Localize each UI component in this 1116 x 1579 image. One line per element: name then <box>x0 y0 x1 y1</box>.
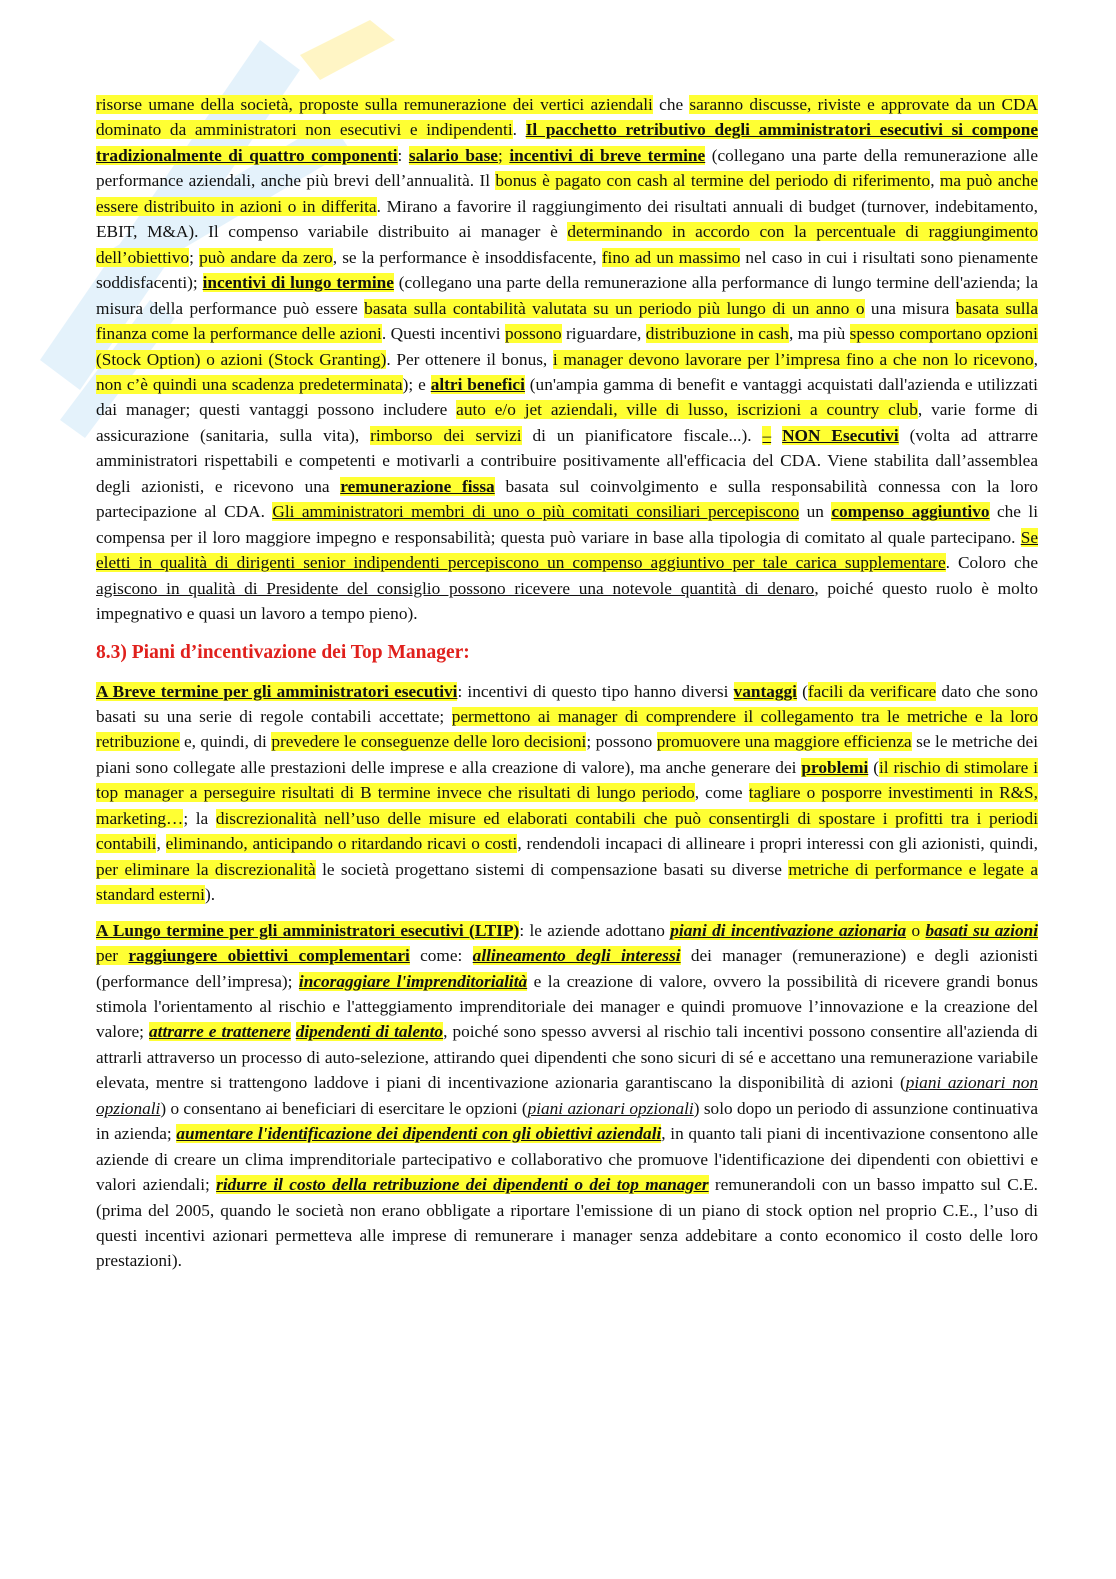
text-run: il rischio di stimolare i top manager a perseguire risultati di B termine invece che risultati di lungo periodo <box>96 757 1039 803</box>
text-run: rimborso dei servizi <box>370 425 522 445</box>
text-run <box>771 426 782 445</box>
text-run: prevedere le conseguenze delle loro decisioni <box>271 732 587 752</box>
text-run: come: <box>409 946 473 966</box>
text-run: Gli amministratori membri di uno o più comitati consiliari percepiscono <box>272 502 800 522</box>
text-run: , <box>156 834 166 854</box>
text-run: ) solo dopo un periodo di assunzione continuativa in azienda; <box>96 1098 1038 1144</box>
text-run: dei manager (remunerazione) e degli azionisti (performance dell’impresa); <box>96 946 1038 991</box>
text-run: ( <box>868 757 879 777</box>
text-run: basata sul coinvolgimento e sulla responsabilità connessa con la loro partecipazione al CDA. <box>96 476 1038 522</box>
text-run: ridurre il costo della retribuzione dei dipendenti o dei top manager <box>216 1175 709 1195</box>
text-run: determinando in accordo con la percentuale di raggiungimento dell’obiettivo <box>96 222 1038 267</box>
text-run: i manager devono lavorare per l’impresa fino a che non lo ricevono <box>552 349 1034 369</box>
section-heading: 8.3) Piani d’incentivazione dei Top Manager: <box>96 641 470 663</box>
text-run: ; <box>189 247 200 267</box>
text-run: dipendenti di talento <box>295 1022 444 1042</box>
text-run: piani azionari non opzionali <box>96 1073 1039 1118</box>
text-run: eliminando, anticipando o ritardando ricavi o costi <box>165 834 518 854</box>
paragraph-short-term-plans <box>96 679 1038 908</box>
text-run: , come <box>694 783 749 803</box>
text-run: ) o consentano ai beneficiari di esercitare le opzioni ( <box>160 1098 528 1118</box>
text-run: auto e/o jet aziendali, ville di lusso, iscrizioni a country club <box>456 400 918 420</box>
text-run: saranno discusse, riviste e approvate da un CDA dominato da amministratori non esecutivi e indipendenti <box>96 95 1039 140</box>
text-run: NON Esecutivi <box>782 425 899 445</box>
text-run: aumentare l'identificazione dei dipendenti con gli obiettivi aziendali <box>176 1124 662 1144</box>
text-run: che <box>652 95 690 114</box>
text-run: , se la performance è insoddisfacente, <box>332 247 602 267</box>
text-run: . Questi incentivi <box>381 324 505 344</box>
text-run: (collegano una parte della remunerazione alle performance aziendali, anche più brevi dell’annualità. Il <box>96 145 1039 191</box>
text-run: ma può anche essere distribuito in azioni o in differita <box>96 171 1038 216</box>
text-run: Il pacchetto retributivo degli amministratori esecutivi si compone tradizionalmente di quattro componenti <box>96 120 1039 165</box>
text-run: metriche di performance e legate a standard esterni <box>96 859 1038 905</box>
text-run: A Lungo termine per gli amministratori esecutivi (LTIP) <box>96 920 520 940</box>
text-run: ( <box>796 681 808 701</box>
text-run: basata sulla contabilità valutata su un periodo più lungo di un anno o <box>364 298 865 318</box>
text-run: raggiungere obiettivi complementari <box>128 946 410 966</box>
text-run: spesso comportano opzioni (Stock Option) o azioni (Stock Granting) <box>96 324 1038 369</box>
text-run: (volta ad attrarre amministratori rispettabili e competenti e motivarli a contribuire positivamente all'efficacia del CDA. Viene stabilita dall’assemblea degli azionisti, e ricevono una <box>96 425 1038 496</box>
text-run: ); e <box>402 374 431 394</box>
text-run: permettono ai manager di comprendere il collegamento tra le metriche e la loro retribuzione <box>96 706 1038 752</box>
text-run: facili da verificare <box>807 681 937 701</box>
text-run: incentivi di lungo termine <box>202 273 394 293</box>
text-run: salario base <box>408 145 498 165</box>
text-run: , ma più <box>788 324 850 344</box>
text-run: Se eletti in qualità di dirigenti senior indipendenti percepiscono un compenso aggiuntivo per tale carica supplementare <box>96 527 1038 573</box>
text-run: nel caso in cui i risultati sono pienamente soddisfacenti); <box>96 247 1038 293</box>
text-run: piani azionari opzionali <box>527 1098 694 1118</box>
text-run: fino ad un massimo <box>601 247 741 267</box>
text-run: per eliminare la discrezionalità <box>96 859 316 879</box>
text-run: ; <box>497 145 510 165</box>
text-run: problemi <box>801 757 869 777</box>
text-run: vantaggi <box>733 681 797 701</box>
text-run: bonus è pagato con cash al termine del periodo di riferimento <box>495 171 931 191</box>
text-run: promuovere una maggiore efficienza <box>656 732 912 752</box>
text-run: , in quanto tali piani di incentivazione consentono alle aziende di creare un clima imprenditoriale partecipativo e collaborativo che promuove l'identificazione dei dipendenti con obiettivi e valori aziendali; <box>96 1124 1038 1195</box>
text-run: : <box>397 145 409 165</box>
text-run: distribuzione in cash <box>645 324 789 344</box>
text-run: o <box>906 920 926 940</box>
text-run: ). <box>204 885 216 905</box>
text-run: allineamento degli interessi <box>472 946 681 966</box>
text-run: . <box>512 120 526 140</box>
text-run: . Per ottenere il bonus, <box>386 349 553 369</box>
text-run: una misura <box>864 298 956 318</box>
text-run: non c’è quindi una scadenza predeterminata <box>96 374 403 394</box>
text-run: remunerazione fissa <box>340 476 495 496</box>
paragraph-executive-compensation <box>96 92 1038 627</box>
text-run: per <box>96 946 129 966</box>
text-run: – <box>762 425 772 445</box>
text-run: compenso aggiuntivo <box>831 502 990 522</box>
text-run: che li compensa per il loro maggiore impegno e responsabilità; questa può variare in base alla tipologia di comitato al quale partecipano. <box>96 502 1038 547</box>
text-run: e, quindi, di <box>179 732 272 752</box>
text-run: tagliare o posporre investimenti in R&S, marketing… <box>96 783 1038 828</box>
text-run: , rendendoli incapaci di allineare i propri interessi con gli azionisti, quindi, <box>517 834 1038 854</box>
text-run: , <box>1033 349 1038 369</box>
text-run: agiscono in qualità di Presidente del consiglio possono ricevere una notevole quantità di denaro <box>96 578 815 598</box>
text-run: basata sulla finanza come la performance delle azioni <box>96 298 1039 344</box>
text-run: , poiché sono spesso avversi al rischio tali incentivi possono consentire all'azienda di attrarli attraverso un processo di auto-selezione, attirando quei dipendenti che sono sicuri di sé e accettano una remunerazione variabile elevata, mentre si trattengono laddove i piani di incentivazione azionaria garantiscano la disponibilità di azioni ( <box>96 1022 1038 1093</box>
document-page <box>96 92 1038 1274</box>
text-run: incoraggiare l'imprenditorialità <box>298 971 528 991</box>
text-run: risorse umane della società, proposte sulla remunerazione dei vertici aziendali <box>96 95 653 114</box>
text-run: discrezionalità nell’uso delle misure ed elaborati contabili che può consentirgli di spostare i profitti tra i periodi contabili <box>96 808 1038 854</box>
text-run: , <box>930 171 940 191</box>
text-run: può andare da zero <box>199 247 333 267</box>
text-run: incentivi di breve termine <box>509 145 706 165</box>
text-run: , poiché questo ruolo è molto impegnativo e quasi un lavoro a tempo pieno). <box>96 578 1038 624</box>
text-run: (un'ampia gamma di benefit e vantaggi acquistati dall'azienda e utilizzati dai manager; questi vantaggi possono includere <box>96 374 1038 420</box>
text-run: di un pianificatore fiscale...). <box>521 425 763 445</box>
text-run: dato che sono basati su una serie di regole contabili accettate; <box>96 681 1039 726</box>
text-run: : le aziende adottano <box>519 920 671 940</box>
text-run: e la creazione di valore, ovvero la possibilità di ricevere grandi bonus stimola l'orientamento al rischio e l'atteggiamento imprenditoriale dei manager e quindi promuove l’innovazione e la creazione del valore; <box>96 971 1038 1042</box>
text-run: piani di incentivazione azionaria <box>670 920 907 940</box>
text-run: riguardare, <box>561 324 646 344</box>
text-run: remunerandoli con un basso impatto sul C.E. (prima del 2005, quando le società non erano obbligate a riportare l'emissione di un piano di stock option nel proprio C.E., l’uso di questi incentivi azionari permetteva alle imprese di remunerare i manager senza addebitare a conto economico il costo delle loro prestazioni). <box>96 1175 1038 1271</box>
text-run: le società progettano sistemi di compensazione basati su diverse <box>315 859 789 879</box>
text-run: : incentivi di questo tipo hanno diversi <box>457 681 734 701</box>
text-run: . Coloro che <box>945 553 1039 573</box>
text-run: , varie forme di assicurazione (sanitaria, sulla vita), <box>96 400 1038 445</box>
text-run: . Mirano a favorire il raggiungimento dei risultati annuali di budget (turnover, indebitamento, EBIT, M&A). Il compenso variabile distribuito ai manager è <box>96 196 1038 242</box>
paragraph-long-term-plans <box>96 918 1038 1274</box>
text-run: un <box>799 502 832 522</box>
text-run: ; la <box>183 808 216 828</box>
text-run: A Breve termine per gli amministratori esecutivi <box>96 681 458 701</box>
text-run: (collegano una parte della remunerazione alla performance di lungo termine dell'azienda; la misura della performance può essere <box>96 273 1038 318</box>
text-run: attrarre e trattenere <box>149 1022 291 1042</box>
text-run: possono <box>504 324 562 344</box>
text-run: basati su azioni <box>925 920 1038 940</box>
text-run: ; possono <box>586 732 657 752</box>
text-run: se le metriche dei piani sono collegate alle prestazioni delle imprese e alla creazione di valore), ma anche generare dei <box>96 732 1039 777</box>
text-run <box>291 1022 296 1041</box>
text-run: altri benefici <box>430 374 525 394</box>
